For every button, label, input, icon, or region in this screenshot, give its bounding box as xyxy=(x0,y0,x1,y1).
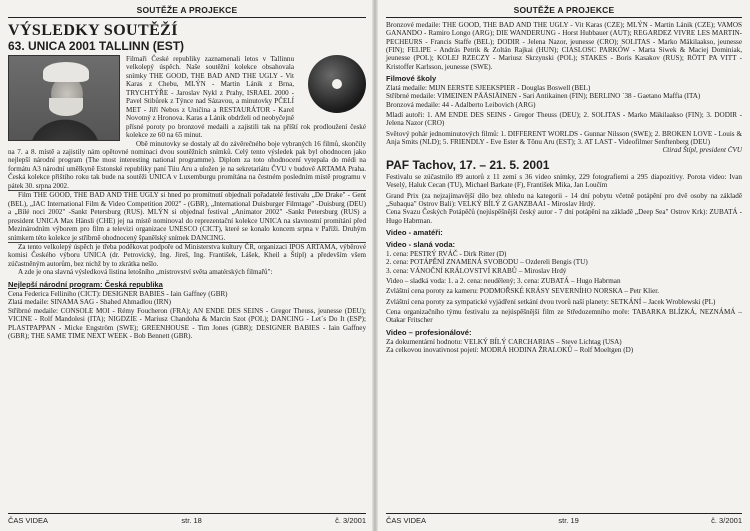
award-line: Zlatá medaile: MIJN EERSTE SJEEKSPIER - Douglas Boswell (BEL) xyxy=(386,84,591,93)
running-head: SOUTĚŽE A PROJEKCE xyxy=(386,0,742,18)
disc-graphic xyxy=(298,53,370,113)
award-line: Cena Svazu Českých Potápěčů (nejúspěšnější český autor - 7 dní potápění na základě „Deep Sea" Ostrov Krk): ZUBATÁ - Hugo Habrman. xyxy=(386,208,742,225)
left-page xyxy=(0,0,374,531)
award-line: Zvláštní cena poroty za sympatické vyjádření setkání dvou tvorů naší planety: SETKÁNÍ – Jacek Wroblewski (PL) xyxy=(386,297,716,306)
award-line: 2. cena: POTÁPĚNÍ ZNAMENÁ SVOBODU – Ozdereli Bengis (TU) xyxy=(386,258,588,267)
running-head: SOUTĚŽE A PROJEKCE xyxy=(8,0,366,18)
author-photo xyxy=(8,55,120,141)
paragraph: A zde je ona slavná výsledková listina letošního „mistrovství světa amatérských filmařů": xyxy=(18,268,273,277)
footer-magazine: ČAS VIDEA xyxy=(386,516,427,525)
award-line: Cena organizačního týmu festivalu za nejúspěšnější film ze Středozemního moře: TABARKA BLÍZKÁ, NEZNÁMÁ – Otakar Fritscher xyxy=(386,307,742,325)
award-line: Bronzová medaile: 44 - Adalberto Leibovich (ARG) xyxy=(386,100,536,109)
award-line: Mladí autoři: 1. AM ENDE DES SEINS - Gregor Theuss (DEU); 2. SOLITAS - Marko Mäkilaakso (FIN); 3. DODIR - Jelena Nazor (CRO) xyxy=(386,111,742,128)
award-line: 1. cena: PESTRÝ RVÁČ - Dirk Ritter (D) xyxy=(386,249,507,258)
paragraph: Filmaři České republiky zaznamenali letos v Tallinnu velkolepý úspěch. Naše soutěžní kolekce obsahovala snímky THE GOOD, THE BAD AND THE UGLY - Vit Karas z Chebu, MLÝN - Martin Lánik z Brna, TRYCHTÝŘE - Jaroslav Nykl z Prahy, ISRAEL 2000 - Pavel Stibůrek z Týnce nad Sázavou, a minutovky PČELÍ MET - Jiří Nebos z Uničina a RESTAURÁTOR - Karel Novotný z Hronova. Karas a Lánik obdrželi od neobyčejně přísné poroty po bronzové medaili a zajistili tak na příští rok prodloužení české kolekce ze 60 na 65 minut. xyxy=(126,55,366,140)
page-title: VÝSLEDKY SOUTĚŽÍ xyxy=(8,22,178,39)
footer-page-number: str. 18 xyxy=(181,516,202,525)
award-line: Bronzové medaile: THE GOOD, THE BAD AND THE UGLY - Vit Karas (CZE); MLÝN - Martin Lánik (CZE); VAMOS GANANDO - Ramiro Longo (ARG); DIE WANDERUNG - Horst Hubbauer (AUT); REGARDEZ VIVRE LES MARTIN-PECHEURS - Francis Staffe (BEL); DODIR - Jelena Nazor, jeunesse (CRO); SOLITAS - Marko Mäkilaakso, jeunesse (FIN); FELIPE - András Petrik & Zoltán Rajkai (HUN); CIASLOSC PARKÓW - Marta Siwek & Maciej Dominiak, jeunesse (POL); KOLEJ RZECZY - Mariusz Skrzynski (POL); STAKES - Boris Kasakov (RUS); RÖTT PA VITT - Kristoffer Karlsson, jeunesse (SWE). xyxy=(386,21,742,71)
award-line: Za celkovou inovativnost pojetí: MODRÁ HODINA ŽRALOKŮ – Rolf Moeltgen (D) xyxy=(386,345,634,354)
footer-issue: č. 3/2001 xyxy=(711,516,742,525)
page-footer xyxy=(8,513,366,525)
article-body xyxy=(8,55,366,341)
footer-issue: č. 3/2001 xyxy=(335,516,366,525)
award-line: 3. cena: VÁNOČNÍ KRÁLOVSTVÍ KRABŮ – Miroslav Hrdý xyxy=(386,266,567,275)
signature: Ctirad Štípl, president ČVU xyxy=(662,146,742,155)
footer-page-number: str. 19 xyxy=(558,516,579,525)
award-line: Za dokumentární hodnotu: VELKÝ BÍLÝ CARCHARIAS – Steve Lichtag (USA) xyxy=(386,337,622,346)
award-line: Stříbrné medaile: CONSOLE MOI - Rémy Foucheron (FRA); AN ENDE DES SEINS - Gregor Theuss, jeunesse (DEU); VICINE - Rolf Mandolesi (ITA); NIGDZIE - Mariusz Chandoha & Marcin Szot (POL); DANCING - Let´s Do It (ESP); PLASTPAPPAN - Micke Engström (SWE); GREENHOUSE - Tim Jones (GBR); DESIGNER BABIES - Iain Gaffney (GBR); THE SAME TIME NEXT WEEK - Bob Bennett (GBR). xyxy=(8,306,366,341)
paragraph: Film THE GOOD, THE BAD AND THE UGLY si hned po promítnutí objednali pořadatelé festivalu „De Drake" - Gent (BEL), „IAC International Film & Video Competition 2002" - (GBR), „International Duisburger Filmtage" -Duisburg (DEU) a „Bílé noci 2002" -Sankt Petersburg (RUS). MLÝN si objednal festival „Animator 2002" -Sankt Petersburg (RUS) a president UNICA Max Hänsli (CHE) jej na místě nominoval do reprezentační kolekce UNICA na slavnostní promítání před Mezinárodním výborem pro film a televizi organizace UNESCO (CICT), které se konalo koncem srpna v Paříži. Druhým snímkem této kolekce je stříbrně ohodnocený španělský snímek DANCING. xyxy=(8,191,366,242)
award-line: Grand Prix (za nejzajímavější dílo bez ohledu na kategorii - 14 dní pobytu včetně potápění pro dvě osoby na základě „Subaqua" Ostrov Bali): VELKÝ BÍLÝ Z GANZBAAI - Miroslav Hrdý. xyxy=(386,191,742,208)
paragraph: Za tento velkolepý úspěch je třeba poděkovat podpoře od Ministerstva kultury ČR, organizaci IPOS ARTAMA, výběrové komisi Českého výboru UNICA (dr. Petrovický, Ing. Jireš, Ing. František, Lášek, Kheil a Štípl) a především všem zúčastněným autorům, bez nichž by to zkrátka nešlo. xyxy=(8,242,366,268)
award-line: Zvláštní cena poroty za kameru: PODMOŘSKÉ KRÁSY SEVERNÍHO NORSKA – Petr Klier. xyxy=(386,287,660,296)
category-heading: Video - amatéři: xyxy=(386,227,443,237)
paragraph: Obě minutovky se dostaly až do závěrečného boje vybraných 16 filmů, skončily na 7. a 8. místě a zajistily nám opětovné nominaci dvou soutěžních snímků. Celý tento výsledek pak byl ohodnocen jako nejlepší národní program (The most interesting national programme). Diplom za toto ohodnocení vytepala do médi na formátu A3 národní umělkyně Estonské republiky paní Tiiu Aru a uložen je na sekretariátu ČVU v budově ARTAMA Praha. Česká kolekce přištího roku tak bude na soutěži UNICA v Luxemburgu promítána na čestném posledním místě programu v pátek 30. srpna 2002. xyxy=(8,139,366,190)
award-line: Zlatá medaile: SINAMA SAG - Shahed Ahmadlou (IRN) xyxy=(8,298,171,307)
paragraph: Festivalu se zúčastnilo 89 autorů z 11 zemí s 36 video snímky, 229 fotografiemi a 295 diapozitivy. Porota video: Ivan Veselý, Haluk Cecan (TU), Michael Barkate (F), František Mika, Jan Loučím xyxy=(386,172,742,190)
footer-magazine: ČAS VIDEA xyxy=(8,516,49,525)
category-heading: Video – profesionálové: xyxy=(386,327,472,337)
section-title: 63. UNICA 2001 TALLINN (EST) xyxy=(8,39,185,53)
award-line: Světový pohár jednominutových filmů: 1. DIFFERENT WORLDS - Gunnar Nilsson (SWE); 2. BROKEN LOVE - Louis & Anja Smits (NLD); 5. FRIENDLY - Eve Ester & Tõnu Aru (EST); 3. AT LAST - Videofilmer Senftenberg (DEU) xyxy=(386,129,742,147)
award-line: Cena Federica Felliniho (CICT): DESIGNER BABIES - Iain Gaffney (GBR) xyxy=(8,289,228,298)
award-line: Video – sladká voda: 1. a 2. cena: neudělený; 3. cena: ZUBATÁ – Hugo Habrman xyxy=(386,276,621,285)
award-line: Stříbrné medaile: VIMEINEN PÄÄSIÄINEN - Sari Antikainen (FIN); BERLINO ´38 - Gaetano Maffia (ITA) xyxy=(386,92,701,101)
program-heading: Nejlepší národní program: Česká republika xyxy=(8,279,163,289)
film-schools-heading: Filmové školy xyxy=(386,74,437,84)
category-heading: Video - slaná voda: xyxy=(386,239,456,249)
section-title: PAF Tachov, 17. – 21. 5. 2001 xyxy=(386,157,550,172)
right-page xyxy=(378,0,750,531)
page-footer xyxy=(386,513,742,525)
